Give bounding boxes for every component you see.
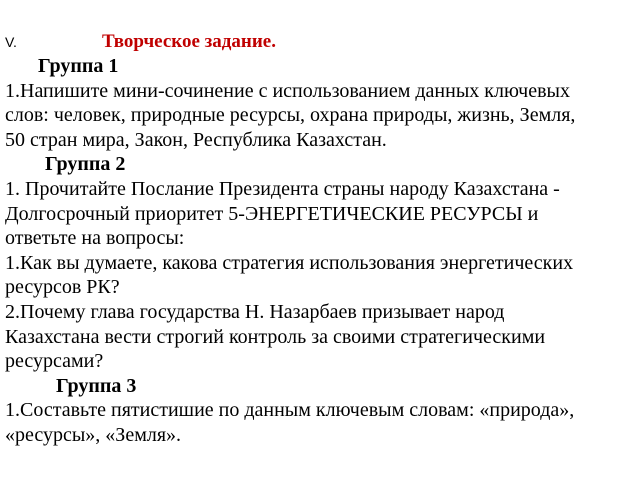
group-1-heading: Группа 1	[38, 55, 119, 77]
group-1-line: 50 стран мира, Закон, Республика Казахстан.	[5, 128, 387, 151]
group-3-line: 1.Составьте пятистишие по данным ключевым словам: «природа»,	[5, 399, 575, 422]
group-2-line: ресурсами?	[5, 350, 104, 373]
group-2-line: Казахстана вести строгий контроль за своими стратегическими	[5, 325, 546, 348]
group-2-line: 1. Прочитайте Послание Президента страны народу Казахстана -	[5, 177, 560, 200]
group-2-line: ресурсов РК?	[5, 276, 120, 299]
group-3-line: «ресурсы», «Земля».	[5, 423, 182, 446]
group-2-line: 1.Как вы думаете, какова стратегия использования энергетических	[5, 251, 574, 274]
group-2-line: ответьте на вопросы:	[5, 227, 185, 250]
group-1-line: слов: человек, природные ресурсы, охрана природы, жизнь, Земля,	[5, 104, 576, 127]
section-number: V.	[5, 34, 17, 50]
group-2-line: Долгосрочный приоритет 5-ЭНЕРГЕТИЧЕСКИЕ РЕСУРСЫ и	[5, 202, 539, 225]
task-header	[5, 30, 637, 54]
group-2-heading: Группа 2	[45, 153, 126, 176]
task-slide	[5, 30, 637, 448]
group-2-line: 2.Почему глава государства Н. Назарбаев призывает народ	[5, 300, 505, 323]
group-1-line: 1.Напишите мини-сочинение с использованием данных ключевых	[5, 79, 570, 102]
task-title: Творческое задание.	[102, 31, 276, 52]
group-3-heading: Группа 3	[56, 374, 137, 397]
